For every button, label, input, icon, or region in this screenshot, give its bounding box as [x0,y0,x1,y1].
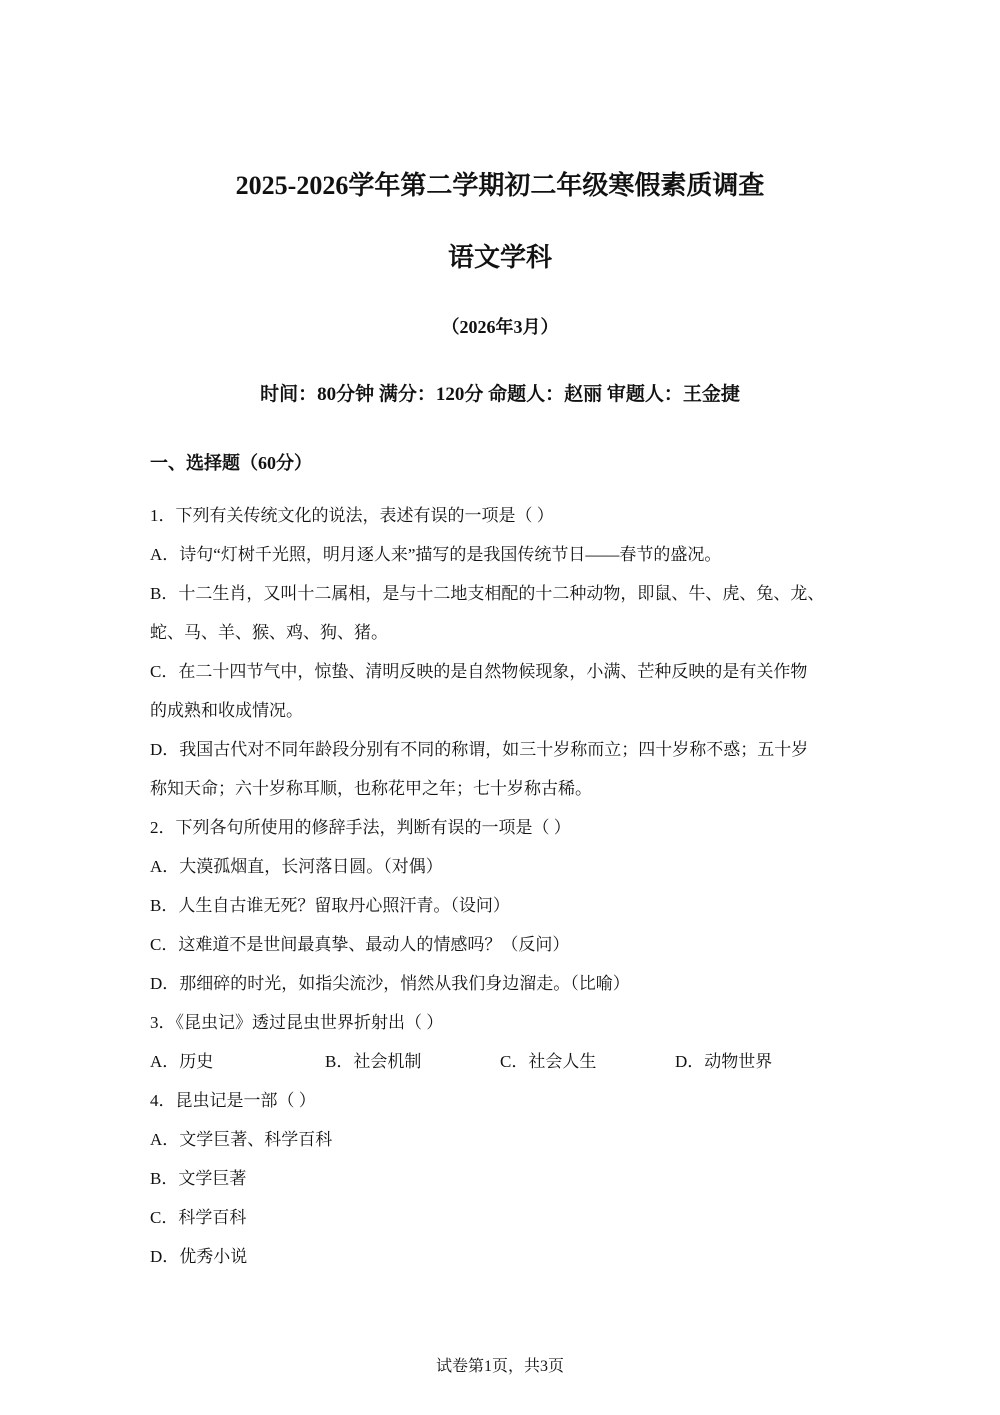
question-1-option-d-line1: D．我国古代对不同年龄段分别有不同的称谓，如三十岁称而立；四十岁称不惑；五十岁 [150,740,809,759]
question-3-option-c: C．社会人生 [500,1052,597,1071]
question-2-option-c: C．这难道不是世间最真挚、最动人的情感吗？（反问） [150,935,570,954]
question-2-stem: 2．下列各句所使用的修辞手法，判断有误的一项是（ ） [150,818,571,837]
question-1-option-b-line1: B．十二生肖，又叫十二属相，是与十二地支相配的十二种动物，即鼠、牛、虎、兔、龙、 [150,584,825,603]
exam-title: 2025-2026学年第二学期初二年级寒假素质调查 [235,171,765,200]
question-3-option-b: B．社会机制 [325,1052,422,1071]
question-3-option-a: A．历史 [150,1052,214,1071]
question-2-option-a: A．大漠孤烟直，长河落日圆。（对偶） [150,857,443,876]
question-4-option-b: B．文学巨著 [150,1169,247,1188]
question-2-option-b: B．人生自古谁无死？留取丹心照汗青。（设问） [150,896,510,915]
subject-title: 语文学科 [447,243,552,272]
question-3-option-d: D．动物世界 [675,1052,773,1071]
question-1-option-d-line2: 称知天命；六十岁称耳顺，也称花甲之年；七十岁称古稀。 [150,779,592,798]
exam-date: （2026年3月） [441,317,559,337]
question-4-option-d: D．优秀小说 [150,1247,248,1266]
question-4-stem: 4．昆虫记是一部（ ） [150,1091,316,1110]
question-3-stem: 3．《昆虫记》透过昆虫世界折射出（ ） [150,1013,444,1032]
section-heading: 一、选择题（60分） [150,453,312,473]
question-1-option-b-line2: 蛇、马、羊、猴、鸡、狗、猪。 [150,623,388,642]
question-4-option-a: A．文学巨著、科学百科 [150,1130,333,1149]
page-footer: 试卷第1页，共3页 [435,1358,564,1375]
exam-meta-info: 时间：80分钟 满分：120分 命题人：赵丽 审题人：王金捷 [260,384,740,405]
question-1-option-c-line1: C．在二十四节气中，惊蛰、清明反映的是自然物候现象，小满、芒种反映的是有关作物 [150,662,808,681]
question-2-option-d: D．那细碎的时光，如指尖流沙，悄然从我们身边溜走。（比喻） [150,974,630,993]
question-1-stem: 1．下列有关传统文化的说法，表述有误的一项是（ ） [150,506,554,525]
question-1-option-c-line2: 的成熟和收成情况。 [150,701,303,720]
question-4-option-c: C．科学百科 [150,1208,247,1227]
question-1-option-a: A．诗句“灯树千光照，明月逐人来”描写的是我国传统节日——春节的盛况。 [150,545,722,564]
